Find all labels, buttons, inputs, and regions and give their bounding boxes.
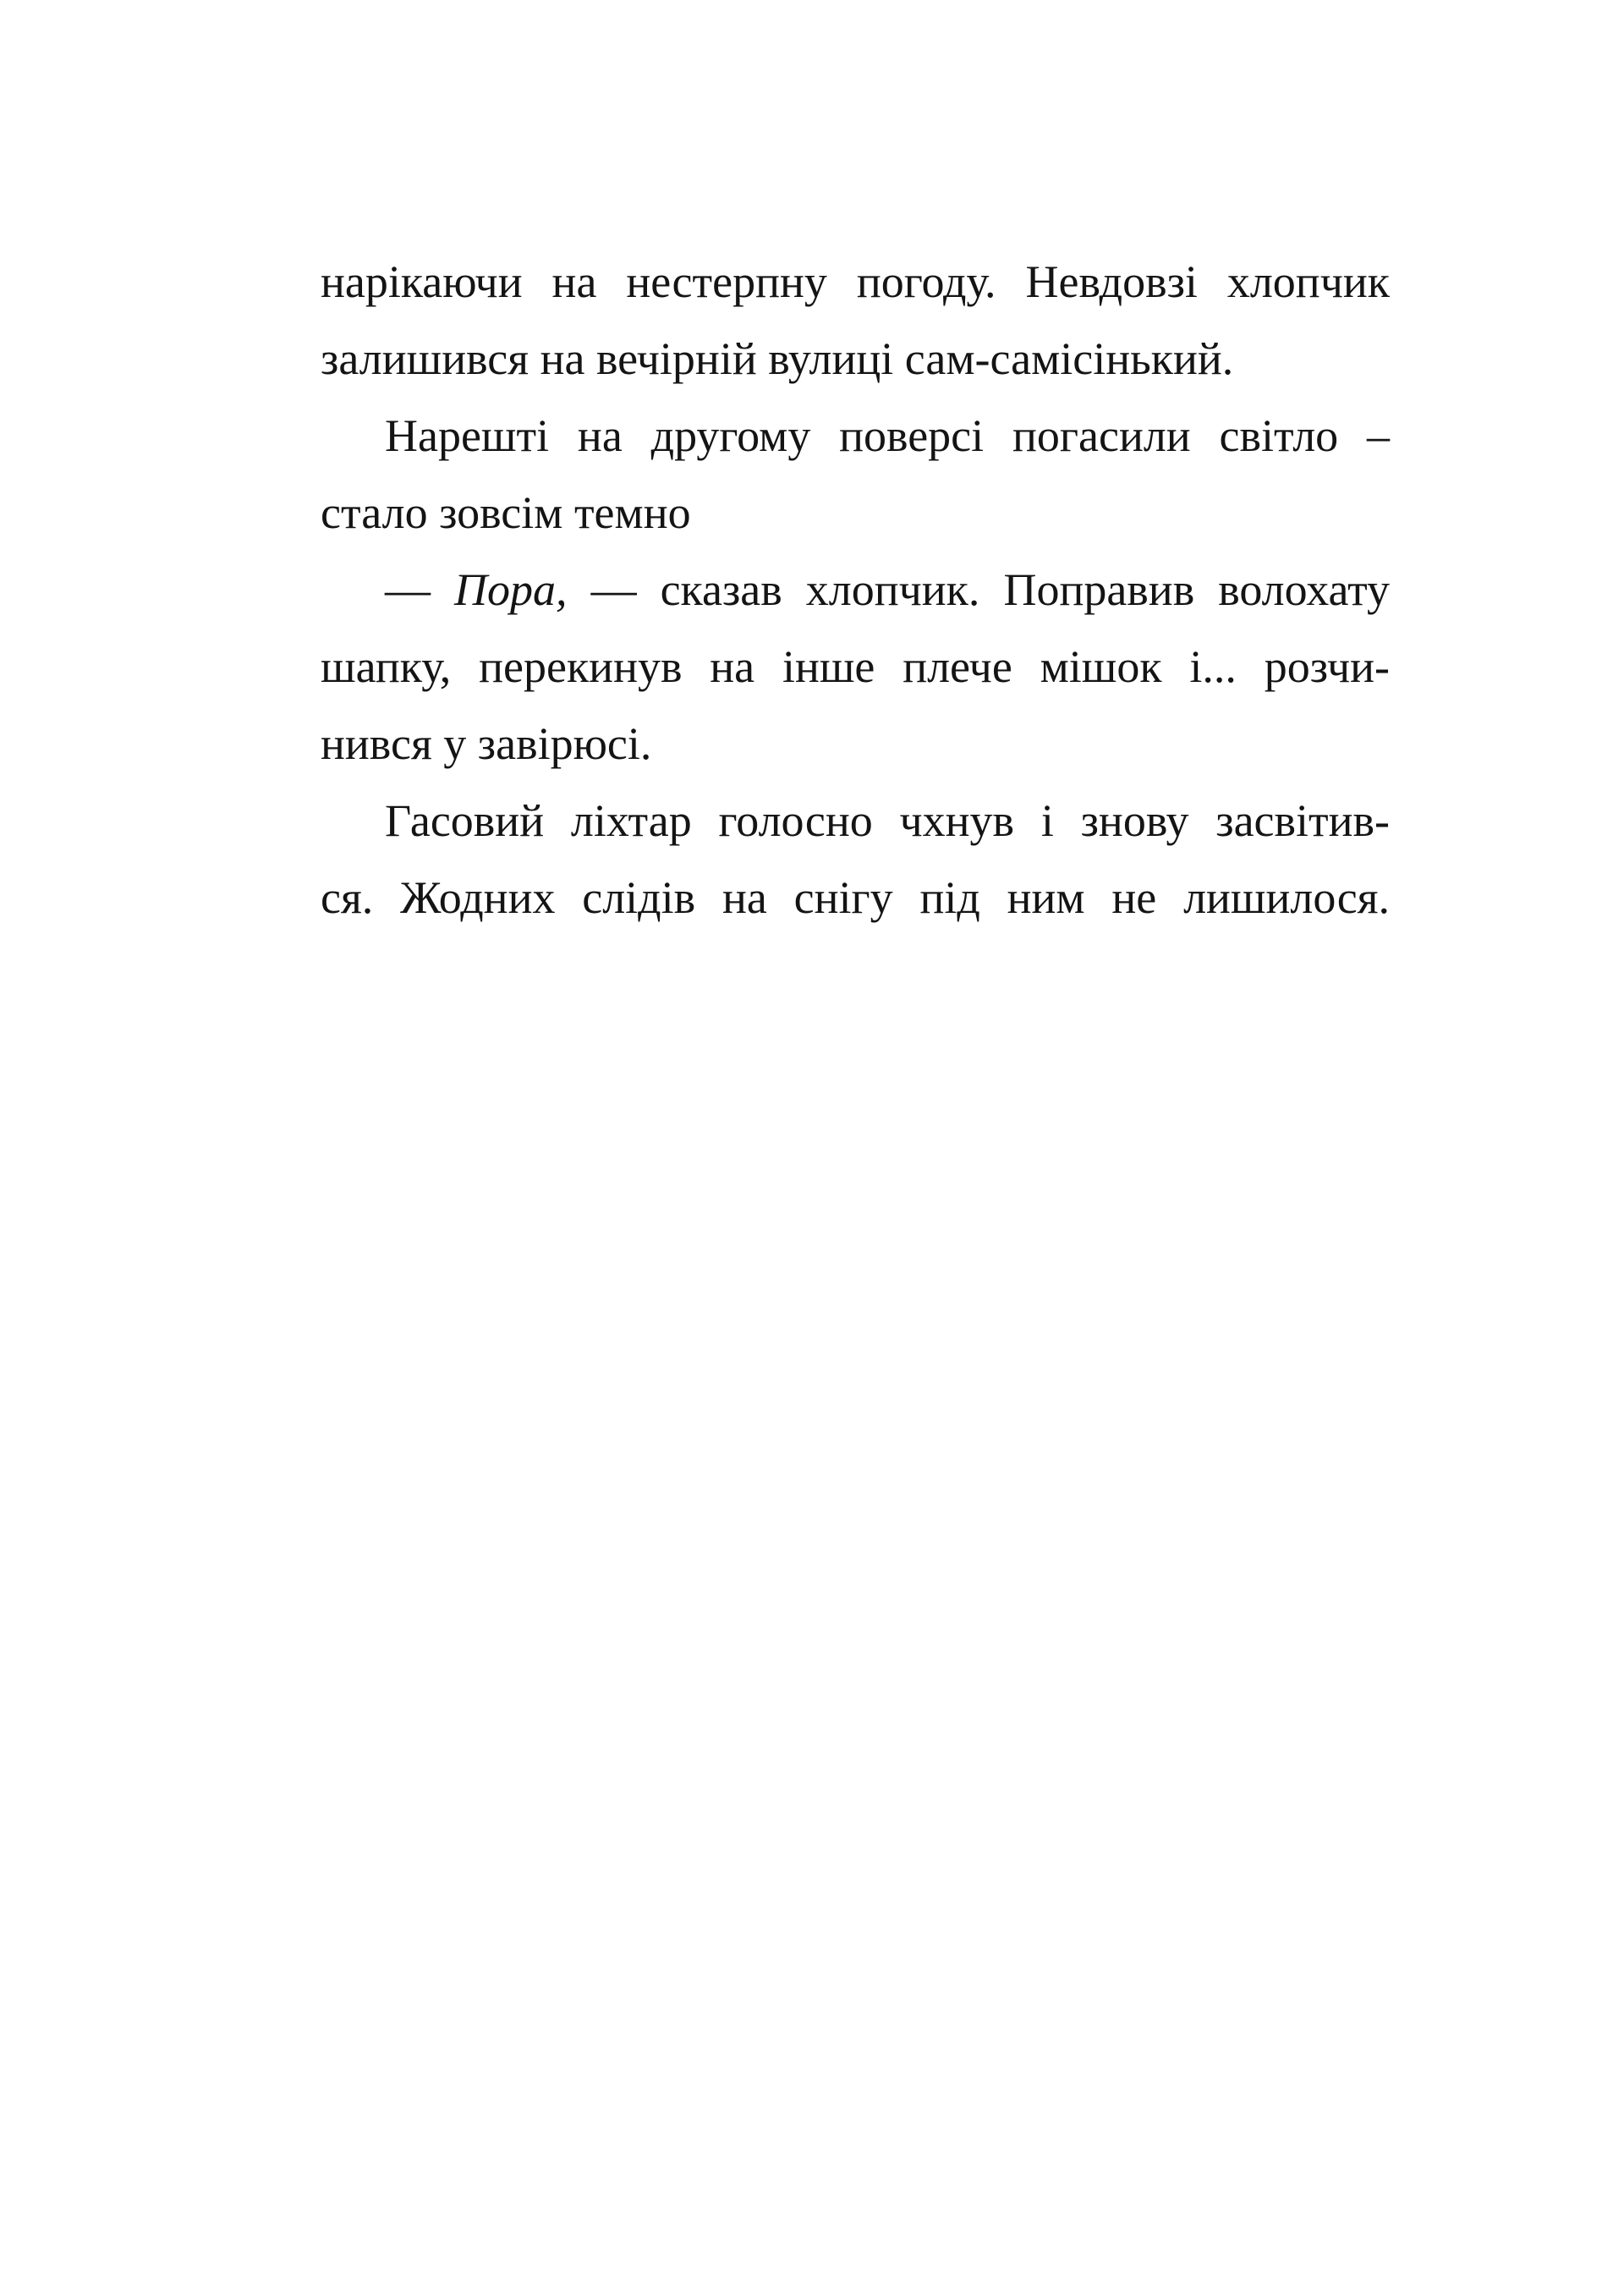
dialogue-rest: сказав хлопчик. Поправив волохату xyxy=(660,564,1390,615)
dialogue-italic: Пора, xyxy=(454,564,568,615)
dash: — xyxy=(567,564,661,615)
text-line: Гасовий ліхтар голосно чхнув і знову засвітив- xyxy=(385,795,1390,846)
text-line: ся. Жодних слідів на снігу під ним не лишилося. xyxy=(321,872,1390,923)
text-line: стало зовсім темно xyxy=(321,487,691,538)
text-line: нарікаючи на нестерпну погоду. Невдовзі хлопчик xyxy=(321,256,1390,307)
text-line: Нарешті на другому поверсі погасили світло – xyxy=(385,410,1390,461)
dash: — xyxy=(385,564,455,615)
text-line: нився у завірюсі. xyxy=(321,718,652,769)
text-line: залишився на вечірній вулиці сам-самісінький. xyxy=(321,333,1234,384)
text-line-dialogue xyxy=(321,552,1390,629)
text-line: шапку, перекинув на інше плече мішок і... розчи- xyxy=(321,641,1390,692)
page-text xyxy=(321,244,1390,937)
